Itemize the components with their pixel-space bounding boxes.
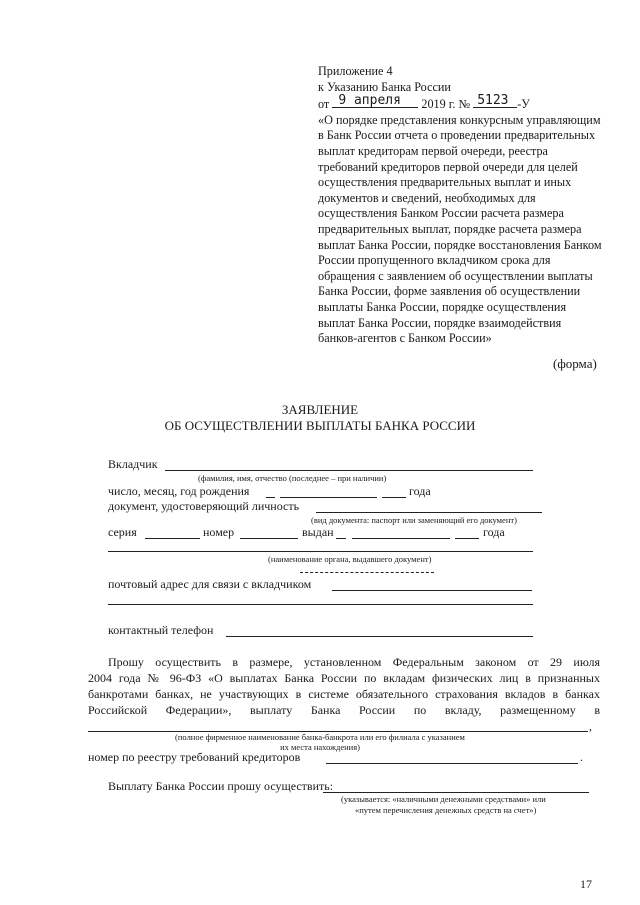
phone-field[interactable] [226, 636, 533, 637]
instruction-number-value: 5123 [477, 92, 509, 108]
id-document-hint: (вид документа: паспорт или заменяющий его документ) [311, 515, 517, 525]
instruction-date-row [318, 92, 603, 113]
document-title: ЗАЯВЛЕНИЕ [281, 402, 359, 417]
appendix-number: Приложение 4 [318, 64, 393, 78]
request-line-2: 2004 года № 96-ФЗ «О выплатах Банка России по вкладам физических лиц в признанных [88, 671, 600, 685]
address-field-2[interactable] [108, 604, 533, 605]
payment-method-field[interactable] [323, 792, 589, 793]
request-line-3: банкротами банках, не участвующих в системе обязательного страхования вкладов в банках [88, 687, 600, 701]
series-label: серия [108, 525, 137, 539]
bank-hint-line-1: (полное фирменное наименование банка-банкрота или его филиала с указанием [175, 732, 465, 742]
issued-year-suffix: года [483, 525, 505, 539]
payment-hint-line-2: «путем перечисления денежных средств на счет») [355, 805, 537, 815]
doc-number-field[interactable] [240, 538, 298, 539]
request-line-1: Прошу осуществить в размере, установленном Федеральным законом от 29 июля [108, 655, 600, 669]
birth-month-field[interactable] [280, 497, 377, 498]
depositor-hint: (фамилия, имя, отчество (последнее – при наличии) [198, 473, 387, 483]
instruction-reference: к Указанию Банка России [318, 79, 451, 94]
birth-date-label: число, месяц, год рождения [108, 484, 250, 498]
issued-day-field[interactable] [336, 538, 346, 539]
decree-title: «О порядке представления конкурсным управляющим в Банк России отчета о проведении предварительных выплат кредиторам первой очереди, реестра требований кредиторов первой очереди для целей осуществления предварительных выплат и иных документов и сведений, необходимых для осуществления Банком России расчета размера предварительных выплат, порядке расчета размера выплат Банка России, порядке восстановления Банком России пропущенного вкладчиком срока для обращения с заявлением об осуществлении выплаты Банка России, форме заявления об осуществлении выплаты Банка России, порядке осуществления выплат Банка России, порядке взаимодействия банков-агентов с Банком России» [318, 112, 602, 346]
id-document-field[interactable] [316, 512, 542, 513]
date-prefix: от [318, 97, 330, 112]
birth-year-field[interactable] [382, 497, 406, 498]
issued-year-field[interactable] [455, 538, 479, 539]
registry-period: . [580, 750, 583, 764]
birth-year-suffix: года [409, 484, 431, 498]
birth-day-field[interactable] [266, 497, 275, 498]
date-value: 9 апреля [338, 92, 401, 108]
issued-label: выдан [302, 525, 334, 539]
address-field-1[interactable] [332, 590, 532, 591]
appendix-header [318, 64, 603, 347]
page-number: 17 [580, 877, 592, 891]
date-underline [332, 92, 418, 108]
number-suffix: -У [517, 97, 530, 112]
number-underline [473, 92, 517, 108]
series-field[interactable] [145, 538, 200, 539]
address-label: почтовый адрес для связи с вкладчиком [108, 577, 312, 591]
request-line-4: Российской Федерации», выплату Банка России по вкладу, размещенному в [88, 703, 600, 717]
issuer-field[interactable] [108, 551, 533, 552]
document-subtitle: ОБ ОСУЩЕСТВЛЕНИИ ВЫПЛАТЫ БАНКА РОССИИ [164, 418, 476, 433]
form-label: (форма) [553, 356, 597, 371]
payment-method-label: Выплату Банка России прошу осуществить: [108, 779, 334, 793]
year-text: 2019 г. № [421, 97, 471, 112]
depositor-label: Вкладчик [108, 457, 158, 471]
depositor-name-field[interactable] [165, 470, 533, 471]
registry-number-field[interactable] [326, 763, 578, 764]
bank-name-comma: , [589, 719, 592, 733]
id-document-label: документ, удостоверяющий личность [108, 499, 300, 513]
issued-month-field[interactable] [352, 538, 450, 539]
issuer-extra-line [300, 572, 434, 573]
issuer-hint: (наименование органа, выдавшего документ) [268, 554, 432, 564]
registry-number-label: номер по реестру требований кредиторов [88, 750, 301, 764]
number-label: номер [203, 525, 235, 539]
payment-hint-line-1: (указывается: «наличными денежными средствами» или [341, 794, 546, 804]
bank-hint-line-2: их места нахождения) [280, 742, 360, 752]
phone-label: контактный телефон [108, 623, 214, 637]
